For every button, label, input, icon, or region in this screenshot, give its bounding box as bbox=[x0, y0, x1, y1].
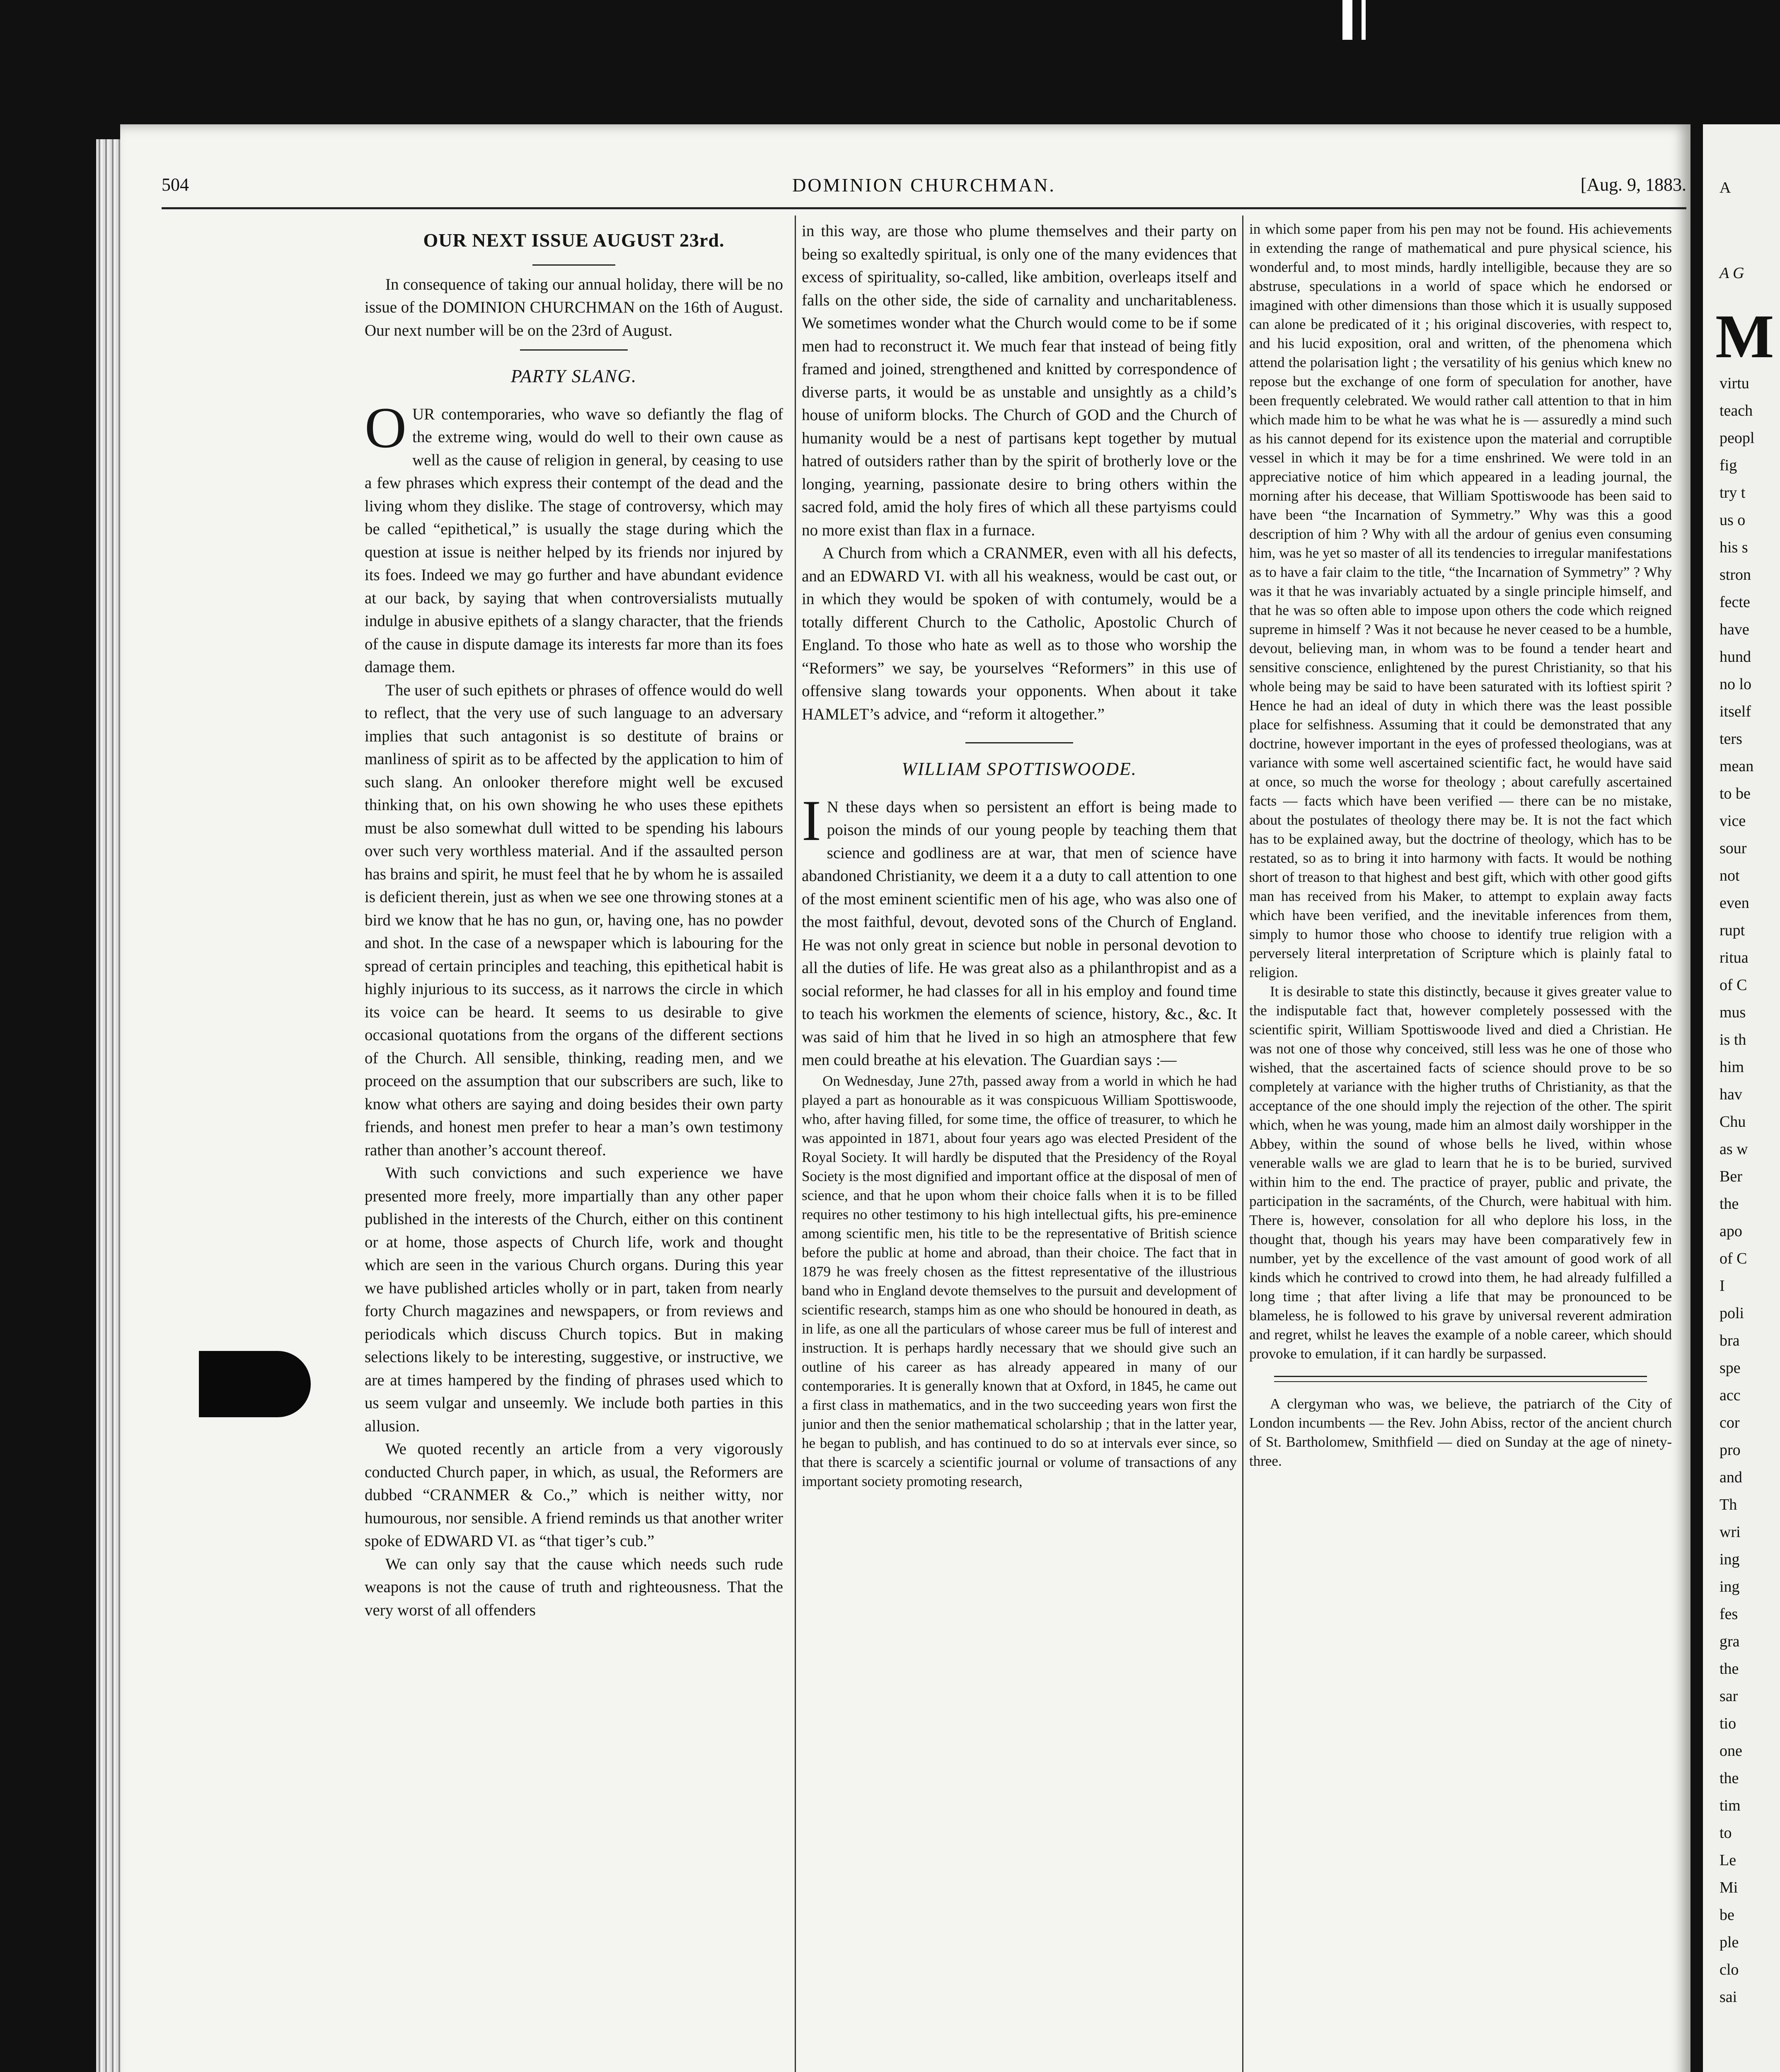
fragment-line: A G bbox=[1720, 264, 1744, 282]
film-mark bbox=[1342, 0, 1352, 40]
fragment-line: be bbox=[1720, 1906, 1734, 1924]
fragment-line: bra bbox=[1720, 1332, 1740, 1349]
fragment-line: the bbox=[1720, 1195, 1739, 1213]
article-paragraph: A Church from which a CRANMER, even with all his defects, and an EDWARD VI. with all his weakness, would be cast out, or in which they would be spoken of with contumely, would be a totally different Church to the Catholic, Apostolic Church of England. To those who hate as well as to those who worship the “Reformers” we say, be yourselves “Reformers” in this use of offensive slang towards your opponents. When about it take HAMLET’s advice, and “reform it altogether.” bbox=[802, 544, 1237, 723]
fragment-line: fes bbox=[1720, 1605, 1738, 1623]
fragment-line: virtu bbox=[1720, 375, 1749, 392]
fragment-line: apo bbox=[1720, 1222, 1742, 1240]
fragment-line: Mi bbox=[1720, 1879, 1738, 1896]
fragment-line: ing bbox=[1720, 1578, 1740, 1595]
fragment-dropcap: M bbox=[1715, 302, 1774, 371]
fragment-line: even bbox=[1720, 894, 1749, 912]
fragment-line: his s bbox=[1720, 539, 1748, 556]
thumb-shadow bbox=[199, 1351, 311, 1417]
section-rule bbox=[1274, 1376, 1647, 1382]
notice-heading: OUR NEXT ISSUE AUGUST 23rd. bbox=[423, 230, 725, 251]
fragment-line: and bbox=[1720, 1469, 1742, 1486]
fragment-line: A bbox=[1720, 179, 1731, 196]
fragment-line: Chu bbox=[1720, 1113, 1746, 1130]
fragment-line: sai bbox=[1720, 1988, 1737, 2006]
fragment-line: fig bbox=[1720, 457, 1737, 474]
column-divider bbox=[1242, 215, 1243, 2072]
facing-page-fragment bbox=[1703, 124, 1780, 2072]
fragment-line: have bbox=[1720, 621, 1749, 638]
fragment-line: teach bbox=[1720, 402, 1753, 419]
fragment-line: as w bbox=[1720, 1140, 1748, 1158]
fragment-line: sar bbox=[1720, 1687, 1738, 1705]
fragment-line: the bbox=[1720, 1660, 1739, 1677]
drop-cap: O bbox=[365, 395, 407, 460]
divider bbox=[520, 349, 628, 351]
news-note: A clergyman who was, we believe, the patriarch of the City of London incumbents — the Rev. John Abiss, rector of the ancient church of St. Bartholomew, Smithfield — died on Sunday at the age of ninety-three. bbox=[1249, 1396, 1672, 1469]
fragment-line: mean bbox=[1720, 758, 1754, 775]
article-paragraph bbox=[365, 395, 783, 679]
article-paragraph: We can only say that the cause which needs such rude weapons is not the cause of truth and righteousness. That the very worst of all offenders bbox=[365, 1555, 783, 1619]
fragment-line: Ber bbox=[1720, 1168, 1742, 1185]
fragment-line: peopl bbox=[1720, 429, 1755, 447]
fragment-line: clo bbox=[1720, 1961, 1739, 1978]
fragment-line: of C bbox=[1720, 976, 1747, 994]
fragment-line: Th bbox=[1720, 1496, 1737, 1513]
notice-text: In consequence of taking our annual holiday, there will be no issue of the DOMINION CHURCHMAN on the 16th of August. Our next number will be on the 23rd of August. bbox=[365, 275, 783, 339]
film-mark bbox=[1362, 0, 1366, 40]
fragment-line: Le bbox=[1720, 1852, 1736, 1869]
page-number: 504 bbox=[162, 174, 189, 195]
fragment-line: not bbox=[1720, 867, 1740, 884]
fragment-line: ters bbox=[1720, 730, 1742, 748]
fragment-line: ing bbox=[1720, 1551, 1740, 1568]
quoted-paragraph: On Wednesday, June 27th, passed away from a world in which he had played a part as honourable as it was conspicuous William Spottiswoode, who, after having filled, for some time, the office of treasurer, to which he was appointed in 1871, about four years ago was elected President of the Royal Society. It will hardly be disputed that the Presidency of the Royal Society is the most dignified and important office at the disposal of men of science, and that he upon whom their choice falls when it is to be filled requires no other testimony to his high intellectual gifts, his pre-eminence among scientific men, his title to be the representative of British science before the public at home and abroad, than their choice. The fact that in 1879 he was freely chosen as the fittest representative of the illustrious band who in England devote themselves to the pursuit and development of scientific research, stamps him as one who should be honoured in death, as in life, as one all the particulars of whose career mus be full of interest and instruction. It is perhaps hardly necessary that we should give such an outline of his career as has already appeared in many of our contemporaries. It is generally known that at Oxford, in 1845, he came out a first class in mathematics, and in the two succeeding years won first the junior and then the senior mathematical scholarship ; that in the latter year, he began to publish, and has continued to do so at intervals ever since, so that there is scarcely a scientific journal or volume of transactions of any important society promoting research, bbox=[802, 1072, 1237, 1489]
fragment-line: stron bbox=[1720, 566, 1751, 583]
fragment-line: hund bbox=[1720, 648, 1751, 666]
fragment-line: acc bbox=[1720, 1387, 1741, 1404]
divider bbox=[532, 264, 615, 266]
fragment-line: tim bbox=[1720, 1797, 1741, 1814]
divider bbox=[965, 742, 1073, 743]
fragment-line: spe bbox=[1720, 1359, 1741, 1377]
running-head bbox=[162, 170, 1686, 199]
fragment-line: vice bbox=[1720, 812, 1746, 830]
fragment-line: us o bbox=[1720, 511, 1746, 529]
issue-date: [Aug. 9, 1883. bbox=[1580, 174, 1686, 195]
journal-title: DOMINION CHURCHMAN. bbox=[792, 174, 1056, 196]
fragment-line: of C bbox=[1720, 1250, 1747, 1267]
fragment-line: ple bbox=[1720, 1934, 1739, 1951]
book-page-edges bbox=[96, 139, 121, 2072]
fragment-line: to be bbox=[1720, 785, 1751, 802]
fragment-line: I bbox=[1720, 1277, 1725, 1295]
fragment-line: ritua bbox=[1720, 949, 1749, 966]
paragraph-text: UR contemporaries, who wave so defiantly the flag of the extreme wing, would do well to their own cause as well as the cause of religion in general, by ceasing to use a few phrases which express their contempt of the dead and the living whom they dislike. The stage of controversy, which may be called “epithetical,” is usually the stage during which the question at issue is neither helped by its friends nor injured by its foes. Indeed we may go further and have abundant evidence at our back, by saying that when controversialists mutually indulge in abusive epithets of a slangy character, that the friends of the cause in dispute damage its interests far more than its foes damage them. bbox=[365, 405, 783, 676]
article-paragraph: in this way, are those who plume themselves and their party on being so exaltedly spiritual, is only one of the many evidences that excess of spirituality, so-called, like ambition, overleaps itself and falls on the other side, the side of carnality and uncharitableness. We sometimes wonder what the Church would come to be if some men had to reconstruct it. We much fear that instead of being fitly framed and joined, strengthened and knitted by correspondence of diverse parts, it would be as unstable and unsightly as a child’s house of uniform blocks. The Church of GOD and the Church of humanity would be a nest of partisans kept together by mutual hatred of outsiders rather than by the spirit of brotherly love or the longing, yearning, passionate desire to bring others within the sacred fold, amid the holy fires of which all these partyisms could no more exist than flax in a furnace. bbox=[802, 222, 1237, 539]
fragment-line: the bbox=[1720, 1769, 1739, 1787]
fragment-line: hav bbox=[1720, 1086, 1742, 1103]
column-2 bbox=[802, 220, 1237, 2072]
fragment-line: fecte bbox=[1720, 593, 1750, 611]
drop-cap: I bbox=[802, 788, 821, 853]
fragment-line: pro bbox=[1720, 1441, 1741, 1459]
fragment-line: gra bbox=[1720, 1633, 1740, 1650]
fragment-line: to bbox=[1720, 1824, 1732, 1842]
header-rule bbox=[162, 207, 1686, 209]
fragment-line: sour bbox=[1720, 840, 1747, 857]
fragment-line: tio bbox=[1720, 1715, 1736, 1732]
paragraph-text: N these days when so persistent an effort is being made to poison the minds of our young people by teaching them that science and godliness are at war, that men of science have abandoned Christianity, we deem it a a duty to call attention to one of the most eminent scientific men of his age, who was also one of the most faithful, devout, devoted sons of the Church of England. He was not only great in science but noble in personal devotion to all the duties of life. He was great also as a philanthropist and as a social reformer, he had classes for all in his employ and found time to teach his workmen the elements of science, history, &c., &c. It was said of him that he lived in so high an atmosphere that few men could breathe at his elevation. The Guardian says :— bbox=[802, 798, 1237, 1069]
article-title: WILLIAM SPOTTISWOODE. bbox=[902, 759, 1137, 779]
column-3 bbox=[1249, 220, 1672, 2072]
fragment-line: no lo bbox=[1720, 675, 1752, 693]
article-paragraph bbox=[802, 788, 1237, 1072]
fragment-line: wri bbox=[1720, 1523, 1741, 1541]
fragment-line: him bbox=[1720, 1058, 1744, 1076]
article-paragraph: The user of such epithets or phrases of offence would do well to reflect, that the very use of such language to an adversary implies that such antagonist is so destitute of brains or manliness of spirit as to be affected by the application to him of such slang. An onlooker therefore might well be excused thinking that, on his own showing he who uses these epithets must be also somewhat dull witted to be spending his labours over such very worthless material. And if the assaulted person has brains and spirit, he must feel that he by whom he is assailed is deficient therein, just as when we see one throwing stones at a bird we know that he has no gun, or, having one, has no powder and shot. In the case of a newspaper which is labouring for the spread of certain principles and teaching, this epithetical habit is highly injurious to its success, as it narrows the circle in which its voice can be heard. It seems to us desirable to give occasional quotations from the organs of the different sections of the Church. All sensible, thinking, reading men, and we proceed on the assumption that our subscribers are such, like to know what others are saying and doing besides their own party friends, and honest men prefer to hear a man’s own testimony rather than another’s account thereof. bbox=[365, 681, 783, 1159]
fragment-line: itself bbox=[1720, 703, 1751, 720]
fragment-line: is th bbox=[1720, 1031, 1746, 1048]
fragment-line: poli bbox=[1720, 1305, 1744, 1322]
fragment-line: one bbox=[1720, 1742, 1742, 1760]
fragment-line: mus bbox=[1720, 1004, 1746, 1021]
article-paragraph: We quoted recently an article from a very vigorously conducted Church paper, in which, as usual, the Reformers are dubbed “CRANMER & Co.,” which is neither witty, nor humourous, nor sensible. A friend reminds us that another writer spoke of EDWARD VI. as “that tiger’s cub.” bbox=[365, 1440, 783, 1550]
fragment-line: try t bbox=[1720, 484, 1746, 501]
quoted-paragraph: It is desirable to state this distinctly, because it gives greater value to the indisputable fact that, however completely possessed with the scientific spirit, William Spottiswoode lived and died a Christian. He was not one of those why conceived, still less was he one of those who wished, that the ascertained facts of science should prove to be so completely at variance with the higher truths of Christianity, as that the acceptance of the one should imply the rejection of the other. The spirit which, when he was young, made him an almost daily worshipper in the Abbey, within the sound of whose bells he lived, within whose venerable walls we are glad to learn that he is to be buried, survived within him to the end. The practice of prayer, public and private, the participation in the sacraménts, of the Church, were habitual with him. There is, however, consolation for all who deplore his loss, in the thought that, though his years may have been comparatively few in number, yet by the excellence of the vast amount of good work of all kinds which he contrived to crowd into them, he had already fulfilled a long time ; that after living a life that may be pronounced to be blameless, he is followed to his grave by universal reverent admiration and regret, whilst he leaves the example of a noble career, which should provoke to emulation, if it can hardly be surpassed. bbox=[1249, 983, 1672, 1362]
column-divider bbox=[795, 215, 796, 2072]
quoted-paragraph: in which some paper from his pen may not be found. His achievements in extending the range of mathematical and pure physical science, his wonderful and, to most minds, hardly intelligible, because they are so abstruse, speculations in a world of space which he endorsed or imagined with other dimensions than those which it is usually supposed can alone be predicated of it ; his original discoveries, with respect to, and his lucid exposition, oral and written, of the phenomena which attend the polarisation light ; the versatility of his genius which knew no repose but the exchange of one form of speculation for another, have been frequently celebrated. We would rather call attention to that in him which made him to be what he was what he is — assuredly a mind such as his cannot depend for its existence upon the material and corruptible vessel in which it may be for a time enshrined. We were told in an appreciative notice of him which appeared in a leading journal, the morning after his decease, that William Spottiswoode has been said to have been “the Incarnation of Symmetry.” Why was this a good description of him ? Why with all the ardour of genius even consuming him, was he yet so master of all its tendencies to irregular manifestations as to have a fair claim to the title, “the Incarnation of Symmetry” ? Why was it that he was invariably actuated by a single principle himself, and that he was so often able to impose upon others the code which reigned supreme in himself ? Was it not because he never ceased to be a humble, devout, believing man, in whom was to be found a tender heart and sensitive conscience, enlightened by the purest Christianity, so that his whole being may be said to have been saturated with its loftiest spirit ? Hence he had an ideal of duty in which there was the least possible place for selfishness. Assuming that it could be demonstrated that any doctrine, however important in the eyes of professed theologians, was at variance with some well ascertained scientific fact, he would have said at once, so much the worse for theology ; about carefully ascertained facts — facts which have been verified — there can be no mistake, about the postulates of theology there may be. It is not the fact which has to be explained away, but the doctrine of theology, which has to be restated, so as to bring it into harmony with facts. It would be nothing short of treason to that highest and best gift, which with other good gifts man has received from his Maker, to attempt to explain away facts which have been verified, and the inevitable inferences from them, simply to humor those who choose to identify true religion with a perversely literal interpretation of Scripture which is plainly fatal to religion. bbox=[1249, 221, 1672, 980]
column-1 bbox=[365, 220, 783, 2072]
article-title: PARTY SLANG. bbox=[510, 366, 637, 386]
article-paragraph: With such convictions and such experience we have presented more freely, more impartially than any other paper published in the interests of the Church, either on this continent or at home, those aspects of Church life, work and thought which are seen in the various Church organs. During this year we have published articles wholly or in part, taken from nearly forty Church magazines and newspapers, or from reviews and periodicals which discuss Church topics. But in making selections likely to be interesting, suggestive, or instructive, we are at times hampered by the finding of phrases used which to us seem vulgar and unseemly. We include both parties in this allusion. bbox=[365, 1164, 783, 1435]
fragment-line: cor bbox=[1720, 1414, 1740, 1431]
fragment-line: rupt bbox=[1720, 922, 1745, 939]
